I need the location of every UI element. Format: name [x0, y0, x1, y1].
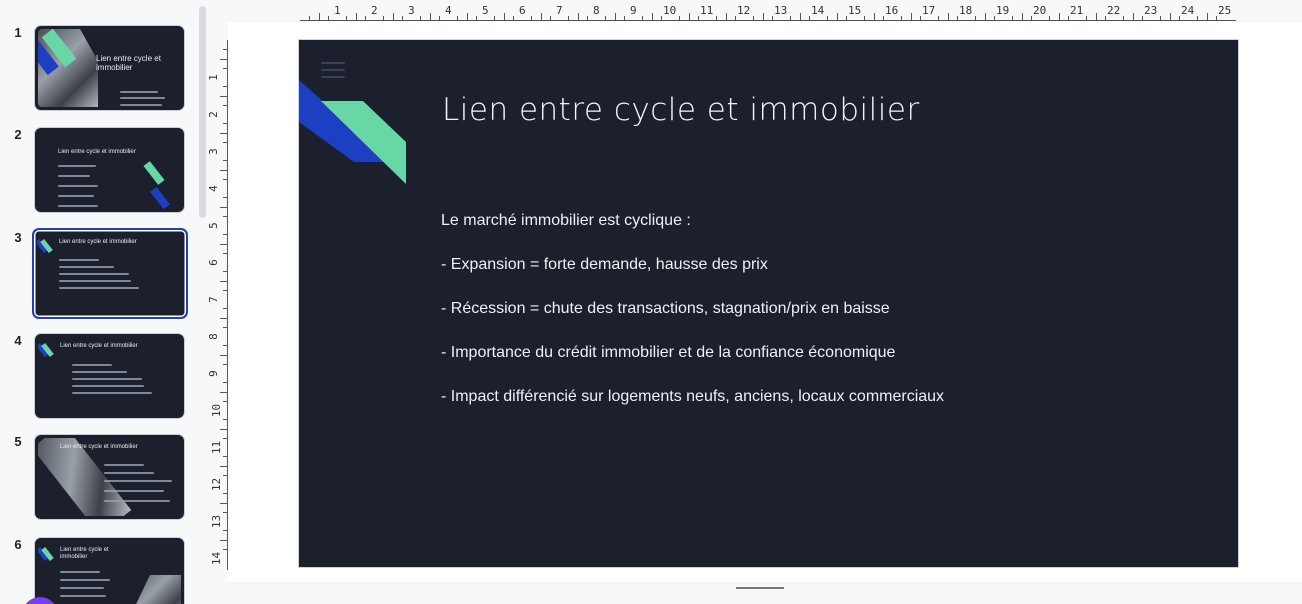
- ruler-label: 4: [445, 4, 452, 17]
- ruler-label: 13: [774, 4, 788, 17]
- ruler-tick: [874, 13, 875, 20]
- slide-preview[interactable]: [34, 127, 185, 213]
- ruler-label: 1: [206, 74, 220, 81]
- ruler-baseline: [300, 20, 1236, 21]
- ruler-label: 8: [206, 333, 220, 340]
- ruler-tick: [319, 13, 320, 20]
- ruler-tick: [726, 13, 727, 20]
- ruler-tick: [541, 13, 542, 20]
- ruler-tick: [1022, 13, 1023, 20]
- body-line: - Impact différencié sur logements neufs, anciens, locaux commerciaux: [441, 388, 945, 405]
- ruler-tick: [393, 13, 394, 20]
- vertical-ruler: [206, 40, 228, 570]
- slide-number: 2: [14, 127, 22, 142]
- slide-thumbnail-2[interactable]: [0, 127, 200, 219]
- ruler-label: 16: [885, 4, 899, 17]
- ruler-tick: [615, 13, 616, 20]
- ruler-label: 9: [206, 370, 220, 377]
- ruler-tick: [578, 13, 579, 20]
- ruler-label: 23: [1144, 4, 1158, 17]
- ruler-label: 12: [210, 477, 224, 492]
- ruler-label: 14: [210, 551, 224, 566]
- ruler-label: 2: [206, 111, 220, 118]
- ruler-tick: [220, 318, 227, 319]
- ruler-tick: [220, 355, 227, 356]
- ruler-label: 19: [996, 4, 1010, 17]
- ruler-tick: [800, 13, 801, 20]
- ruler-tick: [220, 133, 227, 134]
- slide-thumbnail-3[interactable]: [0, 230, 200, 322]
- ruler-tick: [1096, 13, 1097, 20]
- ruler-tick: [220, 429, 227, 430]
- ruler-tick: [985, 13, 986, 20]
- body-line: - Expansion = forte demande, hausse des prix: [441, 256, 768, 273]
- ruler-label: 10: [210, 403, 224, 418]
- ruler-label: 4: [206, 185, 220, 192]
- slide-number: 5: [14, 434, 22, 449]
- ruler-tick: [837, 13, 838, 20]
- accent-stripes: [299, 70, 419, 230]
- ruler-tick: [356, 13, 357, 20]
- ruler-label: 6: [206, 259, 220, 266]
- slide-preview[interactable]: [34, 537, 185, 604]
- slide-number: 4: [14, 333, 22, 348]
- ruler-label: 11: [700, 4, 714, 17]
- ruler-label: 3: [408, 4, 415, 17]
- ruler-label: 15: [848, 4, 862, 17]
- ruler-tick: [1170, 13, 1171, 20]
- slide-preview[interactable]: [34, 434, 185, 520]
- slide-thumbnail-4[interactable]: [0, 333, 200, 425]
- resize-handle[interactable]: [736, 587, 784, 589]
- ruler-label: 7: [556, 4, 563, 17]
- ruler-label: 13: [210, 514, 224, 529]
- body-line: - Importance du crédit immobilier et de la confiance économique: [441, 344, 896, 361]
- ruler-tick: [220, 540, 227, 541]
- slide-preview-title: Lien entre cycle et immobilier: [60, 547, 109, 560]
- ruler-label: 5: [482, 4, 489, 17]
- ruler-tick: [689, 13, 690, 20]
- ruler-tick: [652, 13, 653, 20]
- ruler-label: 9: [630, 4, 637, 17]
- slide-canvas[interactable]: [298, 39, 1239, 568]
- ruler-tick: [220, 392, 227, 393]
- ruler-label: 1: [334, 4, 341, 17]
- slide-thumbnail-5[interactable]: [0, 434, 200, 526]
- ruler-tick: [220, 466, 227, 467]
- ruler-label: 18: [959, 4, 973, 17]
- ruler-tick: [220, 207, 227, 208]
- ruler-tick: [220, 503, 227, 504]
- ruler-tick: [504, 13, 505, 20]
- slide-number: 3: [14, 230, 22, 245]
- thumbnail-scrollbar[interactable]: [199, 6, 206, 218]
- ruler-label: 11: [210, 440, 224, 455]
- slide-preview[interactable]: [32, 228, 188, 319]
- slide-preview-title: Lien entre cycle et immobilier: [59, 239, 137, 245]
- slide-thumbnail-1[interactable]: [0, 25, 200, 117]
- ruler-tick: [948, 13, 949, 20]
- slide-preview-title: Lien entre cycle et immobilier: [60, 343, 138, 349]
- body-line: Le marché immobilier est cyclique :: [441, 212, 691, 229]
- ruler-tick: [220, 96, 227, 97]
- slide-thumbnail-6[interactable]: [0, 537, 200, 604]
- slide-number: 6: [14, 537, 22, 552]
- ruler-label: 20: [1033, 4, 1047, 17]
- slide-preview[interactable]: [34, 333, 185, 419]
- ruler-label: 22: [1107, 4, 1121, 17]
- ruler-tick: [220, 281, 227, 282]
- ruler-label: 24: [1181, 4, 1195, 17]
- ruler-tick: [1133, 13, 1134, 20]
- ruler-label: 3: [206, 148, 220, 155]
- ruler-label: 17: [922, 4, 936, 17]
- horizontal-ruler: [300, 0, 1240, 22]
- slide-number: 1: [14, 25, 22, 40]
- ruler-label: 10: [663, 4, 677, 17]
- slide-preview-title: Lien entre cycle et immobilier: [58, 149, 136, 155]
- slide-preview[interactable]: [34, 25, 185, 111]
- ruler-label: 7: [206, 296, 220, 303]
- ruler-baseline: [227, 40, 228, 570]
- ruler-tick: [220, 244, 227, 245]
- ruler-label: 14: [811, 4, 825, 17]
- ruler-tick: [1059, 13, 1060, 20]
- ruler-tick: [467, 13, 468, 20]
- ruler-label: 21: [1070, 4, 1084, 17]
- slide-preview-title: Lien entre cycle et immobilier: [96, 54, 161, 72]
- slide-body-text[interactable]: [441, 212, 944, 432]
- slide-title[interactable]: Lien entre cycle et immobilier: [442, 92, 920, 128]
- ruler-tick: [220, 59, 227, 60]
- ruler-label: 2: [371, 4, 378, 17]
- ruler-label: 6: [519, 4, 526, 17]
- ruler-label: 8: [593, 4, 600, 17]
- ruler-tick: [763, 13, 764, 20]
- slide-preview-title: Lien entre cycle et immobilier: [60, 444, 138, 450]
- ruler-tick: [1207, 13, 1208, 20]
- slide-thumbnail-panel: [0, 0, 212, 604]
- ruler-label: 25: [1218, 4, 1232, 17]
- ruler-label: 12: [737, 4, 751, 17]
- ruler-label: 5: [206, 222, 220, 229]
- ruler-tick: [911, 13, 912, 20]
- body-line: - Récession = chute des transactions, stagnation/prix en baisse: [441, 300, 890, 317]
- ruler-tick: [220, 170, 227, 171]
- ruler-tick: [430, 13, 431, 20]
